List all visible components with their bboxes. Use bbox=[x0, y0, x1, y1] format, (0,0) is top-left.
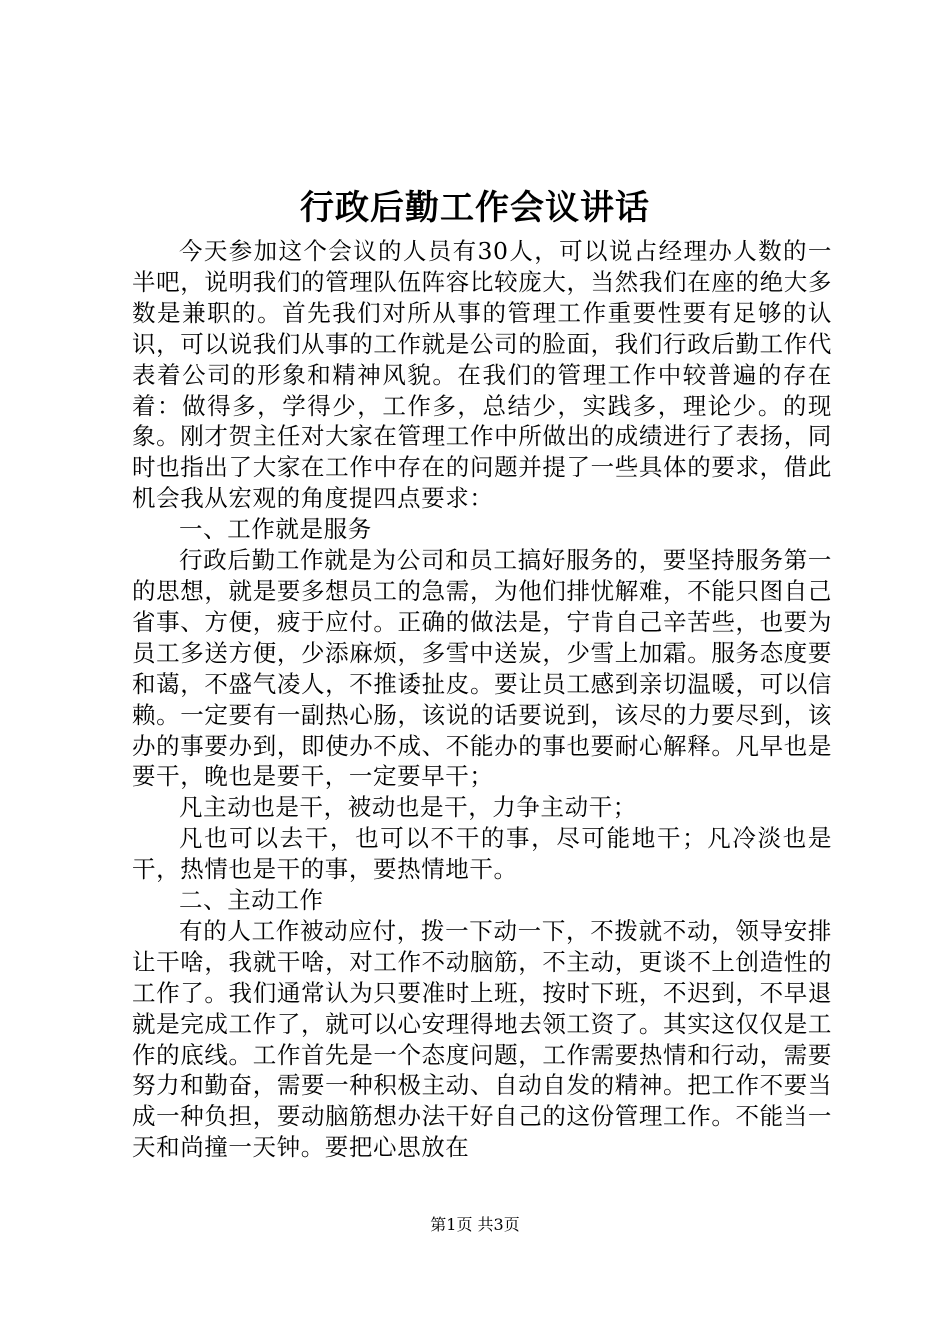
document-body bbox=[132, 236, 832, 1163]
section-heading-1: 一、工作就是服务 bbox=[179, 515, 372, 544]
section-heading-2: 二、主动工作 bbox=[179, 886, 324, 915]
paragraph-active-work: 有的人工作被动应付，拨一下动一下，不拨就不动，领导安排让干啥，我就干啥，对工作不动脑筋，不主动，更谈不上创造性的工作了。我们通常认为只要准时上班，按时下班，不迟到，不早退就是完成工作了，就可以心安理得地去领工资了。其实这仅仅是工作的底线。工作首先是一个态度问题，工作需要热情和行动，需要努力和勤奋，需要一种积极主动、自动自发的精神。把工作不要当成一种负担，要动脑筋想办法干好自己的这份管理工作。不能当一天和尚撞一天钟。要把心思放在 bbox=[132, 916, 832, 1162]
paragraph-enthusiasm: 凡也可以去干，也可以不干的事，尽可能地干；凡冷淡也是干，热情也是干的事，要热情地干。 bbox=[132, 824, 832, 884]
paragraph-intro: 今天参加这个会议的人员有30人，可以说占经理办人数的一半吧，说明我们的管理队伍阵容比较庞大，当然我们在座的绝大多数是兼职的。首先我们对所从事的管理工作重要性要有足够的认识，可以说我们从事的工作就是公司的脸面，我们行政后勤工作代表着公司的形象和精神风貌。在我们的管理工作中较普遍的存在着：做得多，学得少，工作多，总结少，实践多，理论少。的现象。刚才贺主任对大家在管理工作中所做出的成绩进行了表扬，同时也指出了大家在工作中存在的问题并提了一些具体的要求，借此机会我从宏观的角度提四点要求： bbox=[132, 237, 832, 513]
document-title: 行政后勤工作会议讲话 bbox=[300, 188, 650, 228]
page-number: 第1页 共3页 bbox=[430, 1215, 520, 1234]
paragraph-service: 行政后勤工作就是为公司和员工搞好服务的，要坚持服务第一的思想，就是要多想员工的急需，为他们排忧解难，不能只图自己省事、方便，疲于应付。正确的做法是，宁肯自己辛苦些，也要为员工多送方便，少添麻烦，多雪中送炭，少雪上加霜。服务态度要和蔼，不盛气凌人，不推诿扯皮。要让员工感到亲切温暖，可以信赖。一定要有一副热心肠，该说的话要说到，该尽的力要尽到，该办的事要办到，即使办不成、不能办的事也要耐心解释。凡早也是要干，晚也是要干，一定要早干； bbox=[132, 546, 832, 791]
paragraph-initiative: 凡主动也是干，被动也是干，力争主动干； bbox=[179, 793, 637, 822]
